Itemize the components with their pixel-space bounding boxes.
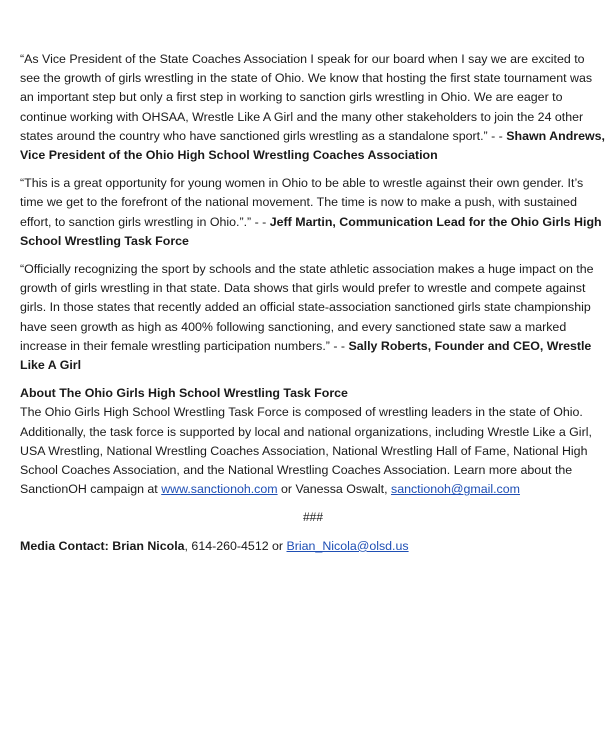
about-middle-text: or Vanessa Oswalt, (277, 482, 391, 497)
quote-roberts (20, 260, 606, 375)
quote-attribution: Jeff Martin, Communication Lead for the Ohio Girls High School Wrestling Task Force (20, 214, 602, 248)
media-contact-email-link[interactable]: Brian_Nicola@olsd.us (286, 538, 409, 553)
quote-attribution: Shawn Andrews, Vice President of the Ohio High School Wrestling Coaches Association (20, 128, 605, 163)
website-link[interactable]: www.sanctionoh.com (161, 482, 278, 497)
quote-text: “Officially recognizing the sport by schools and the state athletic association makes a huge impact on the growth of girls wrestling in that state. Data shows that girls would prefer to wrestle and compete against girls. In those states that recently added an official state-association sanctioned girls state championship have seen growth as high as 400% following sanctioning, and every sanctioned state saw a marked increase in their female wrestling participation numbers.” (20, 262, 594, 353)
quote-attribution: Sally Roberts, Founder and CEO, Wrestle Like A Girl (20, 338, 592, 373)
about-body-text: The Ohio Girls High School Wrestling Task Force is composed of wrestling leaders in the state of Ohio. Additionally, the task force is supported by local and national organizations, including Wrestle Like a Girl, USA Wrestling, National Wrestling Coaches Association, National Wrestling Hall of Fame, National High School Coaches Association, and the National Wrestling Coaches Association. Learn more about the SanctionOH campaign at (20, 405, 592, 497)
quote-text: “This is a great opportunity for young women in Ohio to be able to wrestle against their own gender. It’s time we get to the forefront of the national movement. The time is now to make a push, with sustained effort, to sanction girls wrestling in Ohio.”.” (20, 176, 584, 229)
media-contact (20, 537, 606, 556)
quote-dash: - - (487, 128, 507, 143)
media-contact-label: Media Contact: Brian Nicola (20, 538, 185, 553)
quote-martin (20, 174, 606, 251)
quote-text: “As Vice President of the State Coaches Association I speak for our board when I say we are excited to see the growth of girls wrestling in the state of Ohio. We know that hosting the first state tournament was an important step but only a first step in working to sanction girls wrestling in Ohio. We are eager to continue working with OHSAA, Wrestle Like A Girl and the many other stakeholders to join the 24 other states around the country who have sanctioned girls wrestling as a standalone sport.” (20, 52, 593, 143)
about-heading: About The Ohio Girls High School Wrestling Task Force (20, 386, 348, 401)
about-body (20, 403, 606, 499)
sanction-email-link[interactable]: sanctionoh@gmail.com (391, 482, 520, 497)
quote-dash: - - (329, 338, 349, 353)
media-contact-phone: , 614-260-4512 or (184, 538, 287, 553)
quote-dash: - - (251, 214, 270, 229)
quote-andrews (20, 50, 606, 165)
section-separator: ### (302, 510, 324, 525)
press-release-page (20, 50, 606, 556)
